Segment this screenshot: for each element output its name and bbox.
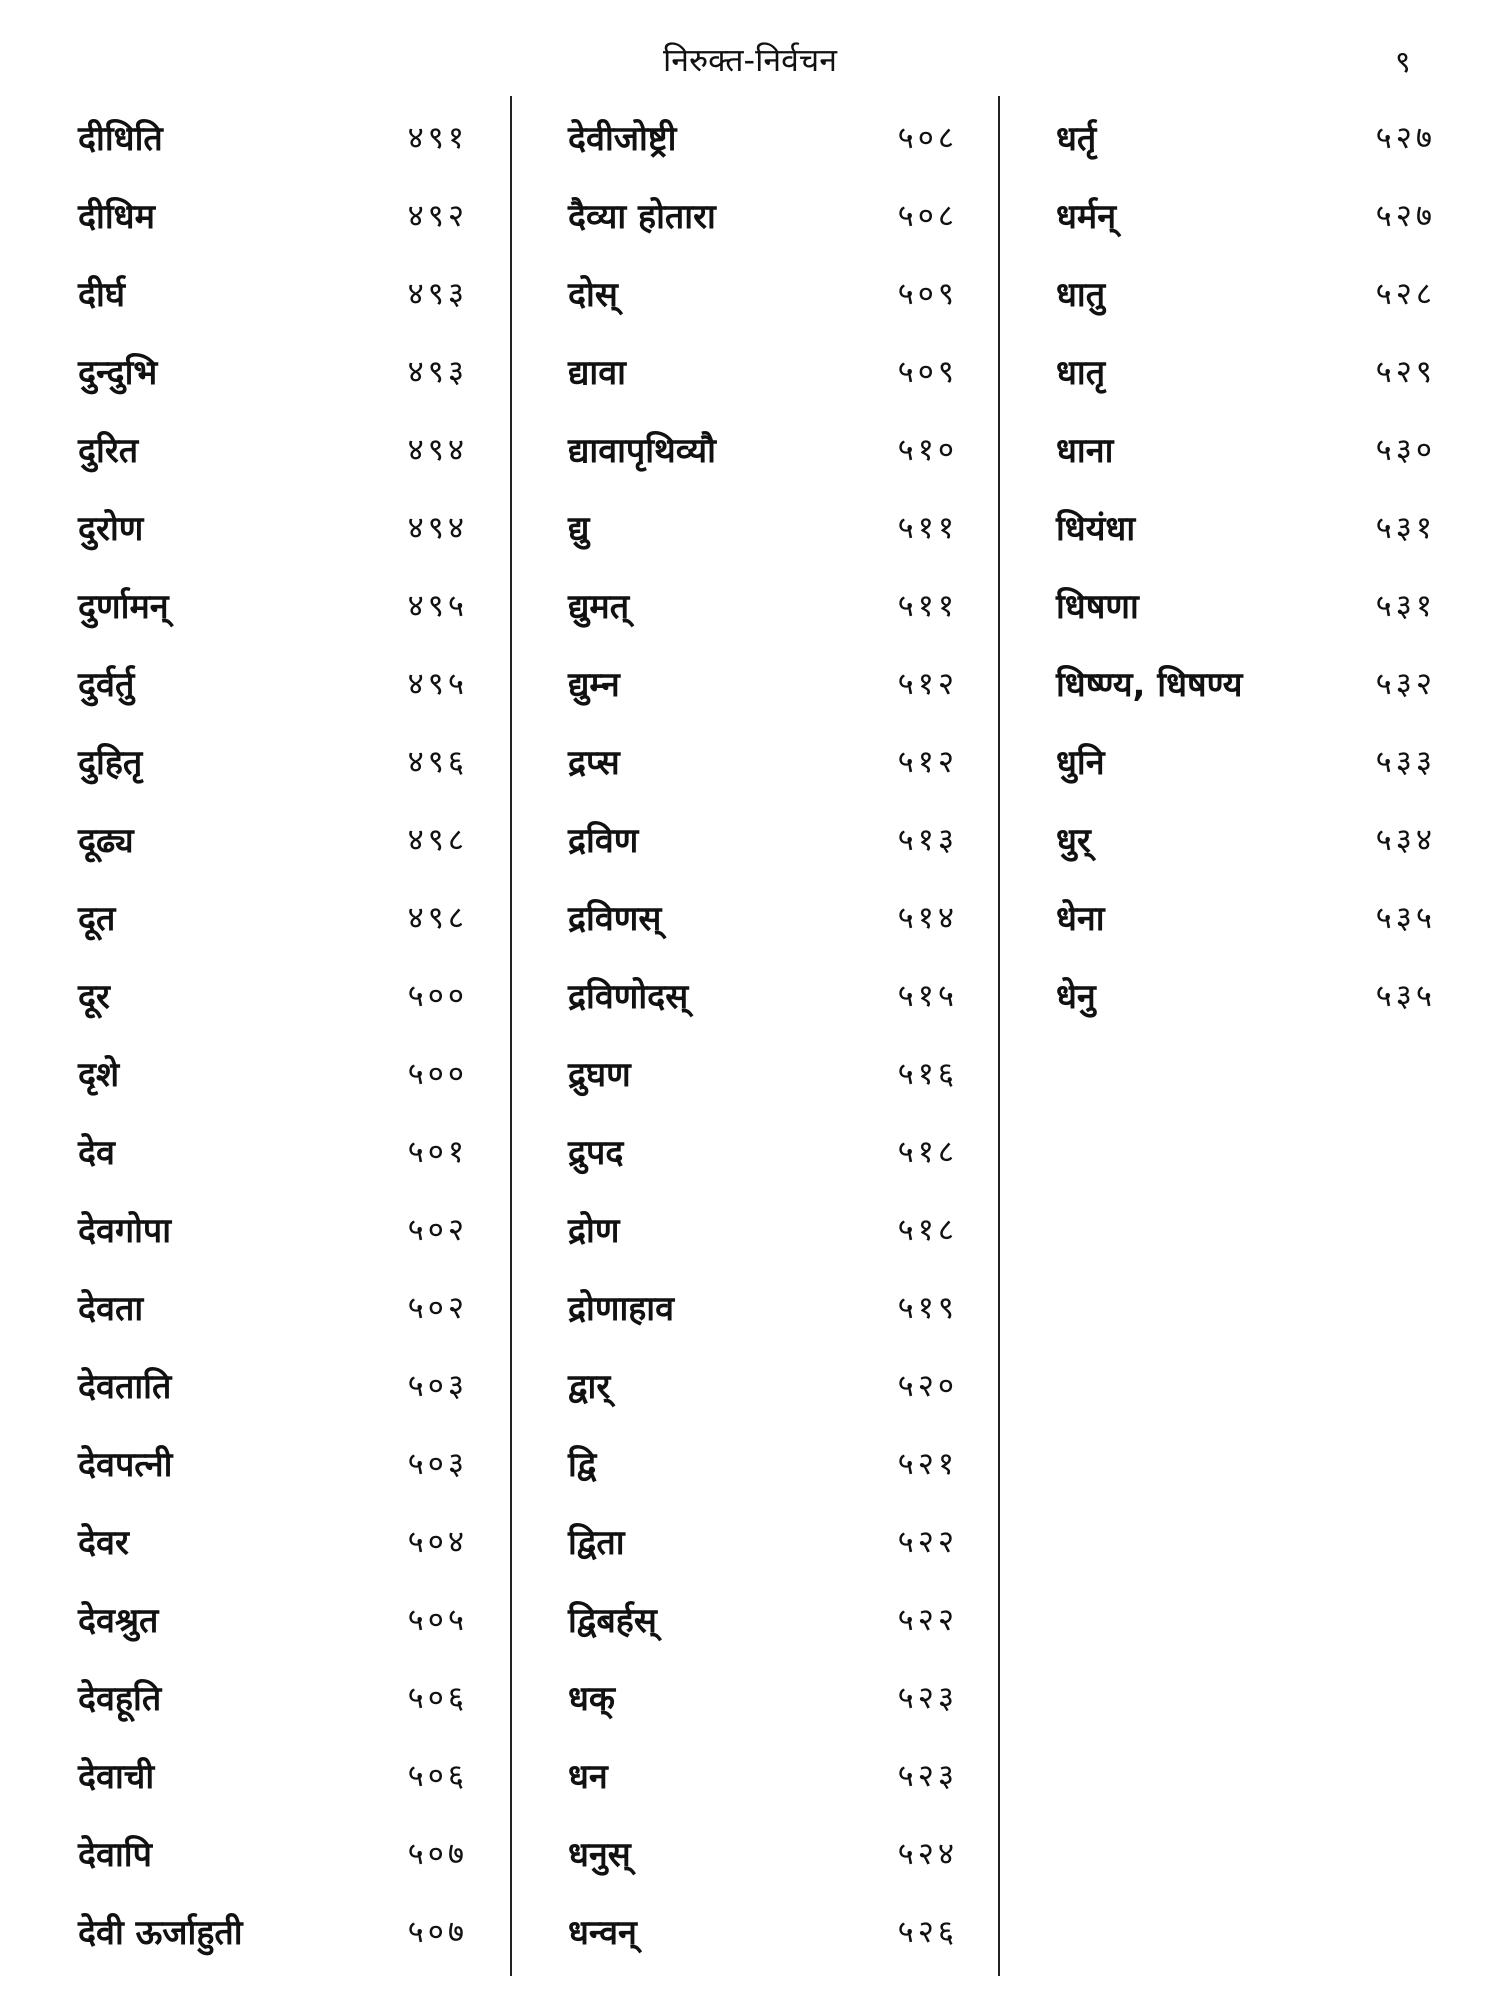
entry-page-ref: ५२८ bbox=[1375, 276, 1436, 312]
entry-page-ref: ५०९ bbox=[897, 354, 958, 390]
entry-page-ref: ५११ bbox=[897, 510, 958, 546]
index-entry bbox=[1056, 956, 1456, 1034]
index-entry bbox=[568, 1814, 968, 1892]
entry-page-ref: ५२० bbox=[897, 1368, 958, 1404]
index-entry bbox=[78, 332, 478, 410]
index-entry bbox=[568, 1112, 968, 1190]
entry-page-ref: ५२२ bbox=[897, 1524, 958, 1560]
entry-page-ref: ५०९ bbox=[897, 276, 958, 312]
index-column-1 bbox=[78, 98, 478, 1970]
entry-page-ref: ४९५ bbox=[407, 666, 468, 702]
entry-term: द्रप्स bbox=[568, 743, 620, 783]
entry-term: धेनु bbox=[1056, 977, 1096, 1017]
entry-page-ref: ५१८ bbox=[897, 1134, 958, 1170]
entry-term: दृशे bbox=[78, 1055, 120, 1095]
entry-page-ref: ५०५ bbox=[407, 1602, 468, 1638]
index-entry bbox=[78, 176, 478, 254]
entry-term: देवश्रुत bbox=[78, 1601, 159, 1641]
entry-page-ref: ४९८ bbox=[407, 900, 468, 936]
entry-page-ref: ५०१ bbox=[407, 1134, 468, 1170]
index-entry bbox=[78, 488, 478, 566]
index-entry bbox=[78, 410, 478, 488]
index-entry bbox=[78, 1034, 478, 1112]
index-entry bbox=[78, 1892, 478, 1970]
entry-term: दीधिम bbox=[78, 197, 155, 237]
entry-term: द्रविणोदस् bbox=[568, 977, 689, 1017]
entry-page-ref: ५३० bbox=[1375, 432, 1436, 468]
entry-term: दोस् bbox=[568, 275, 618, 315]
entry-page-ref: ५२६ bbox=[897, 1914, 958, 1950]
entry-page-ref: ५०६ bbox=[407, 1680, 468, 1716]
index-entry bbox=[78, 254, 478, 332]
index-entry bbox=[568, 488, 968, 566]
index-entry bbox=[78, 1424, 478, 1502]
entry-term: देवता bbox=[78, 1289, 144, 1329]
entry-term: देवगोपा bbox=[78, 1211, 172, 1251]
index-entry bbox=[568, 1502, 968, 1580]
index-entry bbox=[78, 1658, 478, 1736]
index-entry bbox=[1056, 176, 1456, 254]
entry-page-ref: ५१६ bbox=[897, 1056, 958, 1092]
entry-page-ref: ५१० bbox=[897, 432, 958, 468]
entry-page-ref: ५०३ bbox=[407, 1368, 468, 1404]
entry-page-ref: ५०८ bbox=[897, 198, 958, 234]
index-entry bbox=[78, 1346, 478, 1424]
column-divider bbox=[510, 96, 512, 1976]
index-column-2 bbox=[568, 98, 968, 1970]
entry-term: द्विता bbox=[568, 1523, 625, 1563]
entry-term: देवाची bbox=[78, 1757, 155, 1797]
entry-page-ref: ४९४ bbox=[407, 432, 468, 468]
entry-term: दुर्वर्तु bbox=[78, 665, 135, 705]
entry-term: धन्वन् bbox=[568, 1913, 637, 1953]
entry-page-ref: ५२३ bbox=[897, 1680, 958, 1716]
entry-page-ref: ४९२ bbox=[407, 198, 468, 234]
entry-page-ref: ५३५ bbox=[1375, 978, 1436, 1014]
entry-term: धनुस् bbox=[568, 1835, 631, 1875]
entry-term: धिषणा bbox=[1056, 587, 1139, 627]
entry-term: दैव्या होतारा bbox=[568, 197, 716, 237]
entry-term: दुन्दुभि bbox=[78, 353, 158, 393]
index-entry bbox=[1056, 410, 1456, 488]
entry-term: देवताति bbox=[78, 1367, 172, 1407]
entry-page-ref: ५१४ bbox=[897, 900, 958, 936]
entry-term: द्रुघण bbox=[568, 1055, 631, 1095]
index-entry bbox=[568, 1346, 968, 1424]
entry-page-ref: ५१५ bbox=[897, 978, 958, 1014]
index-column-3 bbox=[1056, 98, 1456, 1034]
entry-page-ref: ४९८ bbox=[407, 822, 468, 858]
index-entry bbox=[568, 254, 968, 332]
entry-term: द्यु bbox=[568, 509, 590, 549]
entry-page-ref: ५०३ bbox=[407, 1446, 468, 1482]
entry-term: द्वि bbox=[568, 1445, 597, 1485]
entry-term: धक् bbox=[568, 1679, 616, 1719]
entry-term: दीर्घ bbox=[78, 275, 125, 315]
index-entry bbox=[78, 800, 478, 878]
index-entry bbox=[568, 1892, 968, 1970]
index-entry bbox=[78, 98, 478, 176]
entry-page-ref: ५२२ bbox=[897, 1602, 958, 1638]
entry-term: धातृ bbox=[1056, 353, 1106, 393]
index-entry bbox=[78, 1580, 478, 1658]
index-entry bbox=[568, 1658, 968, 1736]
index-entry bbox=[568, 878, 968, 956]
entry-page-ref: ५३३ bbox=[1375, 744, 1436, 780]
entry-page-ref: ५०७ bbox=[407, 1836, 468, 1872]
index-entry bbox=[1056, 254, 1456, 332]
entry-term: द्रोण bbox=[568, 1211, 620, 1251]
index-entry bbox=[78, 1112, 478, 1190]
entry-page-ref: ५२९ bbox=[1375, 354, 1436, 390]
entry-term: द्युम्न bbox=[568, 665, 620, 705]
entry-term: दुहितृ bbox=[78, 743, 143, 783]
index-entry bbox=[568, 1736, 968, 1814]
entry-page-ref: ४९१ bbox=[407, 120, 468, 156]
entry-term: धुर् bbox=[1056, 821, 1091, 861]
entry-term: द्विबर्हस् bbox=[568, 1601, 657, 1641]
index-entry bbox=[568, 1190, 968, 1268]
entry-page-ref: ५०७ bbox=[407, 1914, 468, 1950]
entry-page-ref: ५१९ bbox=[897, 1290, 958, 1326]
index-entry bbox=[78, 1502, 478, 1580]
entry-page-ref: ५१३ bbox=[897, 822, 958, 858]
entry-term: द्यावा bbox=[568, 353, 626, 393]
entry-term: धियंधा bbox=[1056, 509, 1136, 549]
index-entry bbox=[1056, 332, 1456, 410]
entry-page-ref: ५३४ bbox=[1375, 822, 1436, 858]
entry-page-ref: ५२४ bbox=[897, 1836, 958, 1872]
entry-page-ref: ५२७ bbox=[1375, 120, 1436, 156]
index-entry bbox=[568, 800, 968, 878]
index-entry bbox=[78, 1190, 478, 1268]
entry-term: धर्तृ bbox=[1056, 119, 1097, 159]
index-entry bbox=[568, 98, 968, 176]
index-entry bbox=[568, 410, 968, 488]
running-title: निरुक्त-निर्वचन bbox=[662, 41, 838, 79]
entry-term: देवपत्नी bbox=[78, 1445, 173, 1485]
entry-page-ref: ५३२ bbox=[1375, 666, 1436, 702]
entry-page-ref: ४९६ bbox=[407, 744, 468, 780]
index-entry bbox=[568, 1580, 968, 1658]
entry-term: देवर bbox=[78, 1523, 129, 1563]
index-entry bbox=[1056, 566, 1456, 644]
index-entry bbox=[78, 566, 478, 644]
entry-page-ref: ५१८ bbox=[897, 1212, 958, 1248]
index-entry bbox=[568, 1034, 968, 1112]
entry-page-ref: ५११ bbox=[897, 588, 958, 624]
index-entry bbox=[568, 722, 968, 800]
entry-page-ref: ५२१ bbox=[897, 1446, 958, 1482]
entry-page-ref: ५१२ bbox=[897, 744, 958, 780]
entry-page-ref: ५०४ bbox=[407, 1524, 468, 1560]
entry-page-ref: ५०८ bbox=[897, 120, 958, 156]
index-entry bbox=[1056, 800, 1456, 878]
index-entry bbox=[568, 332, 968, 410]
entry-page-ref: ५०६ bbox=[407, 1758, 468, 1794]
entry-term: द्रुपद bbox=[568, 1133, 624, 1173]
entry-term: दुरित bbox=[78, 431, 139, 471]
index-entry bbox=[568, 956, 968, 1034]
page-number: ९ bbox=[1395, 45, 1411, 80]
entry-page-ref: ५०२ bbox=[407, 1212, 468, 1248]
entry-term: धन bbox=[568, 1757, 608, 1797]
entry-term: द्युमत् bbox=[568, 587, 630, 627]
index-entry bbox=[78, 644, 478, 722]
index-entry bbox=[568, 644, 968, 722]
index-entry bbox=[568, 1424, 968, 1502]
index-entry bbox=[78, 722, 478, 800]
entry-term: देवहूति bbox=[78, 1679, 162, 1719]
index-entry bbox=[568, 566, 968, 644]
column-divider bbox=[998, 96, 1000, 1976]
index-entry bbox=[568, 1268, 968, 1346]
entry-page-ref: ५३१ bbox=[1375, 510, 1436, 546]
entry-term: देवापि bbox=[78, 1835, 152, 1875]
entry-term: द्रविण bbox=[568, 821, 639, 861]
entry-term: दूर bbox=[78, 977, 110, 1017]
entry-term: द्वार् bbox=[568, 1367, 611, 1407]
entry-term: धुनि bbox=[1056, 743, 1105, 783]
entry-term: देवी ऊर्जाहुती bbox=[78, 1913, 243, 1953]
index-entry bbox=[78, 1814, 478, 1892]
index-entry bbox=[1056, 644, 1456, 722]
entry-term: धेना bbox=[1056, 899, 1105, 939]
entry-term: देवीजोष्ट्री bbox=[568, 119, 677, 159]
index-entry bbox=[78, 878, 478, 956]
entry-page-ref: ४९३ bbox=[407, 276, 468, 312]
entry-term: दुर्णामन् bbox=[78, 587, 169, 627]
entry-page-ref: ४९५ bbox=[407, 588, 468, 624]
index-entry bbox=[1056, 488, 1456, 566]
entry-term: धिष्ण्य, धिषण्य bbox=[1056, 665, 1243, 705]
index-entry bbox=[1056, 98, 1456, 176]
entry-term: धर्मन् bbox=[1056, 197, 1117, 237]
entry-page-ref: ५०० bbox=[407, 978, 468, 1014]
index-entry bbox=[1056, 722, 1456, 800]
entry-term: द्यावापृथिव्यौ bbox=[568, 431, 716, 471]
entry-term: देव bbox=[78, 1133, 115, 1173]
index-entry bbox=[78, 1268, 478, 1346]
index-entry bbox=[78, 1736, 478, 1814]
page-header bbox=[0, 30, 1500, 90]
entry-term: धाना bbox=[1056, 431, 1114, 471]
entry-page-ref: ४९३ bbox=[407, 354, 468, 390]
entry-page-ref: ५२३ bbox=[897, 1758, 958, 1794]
entry-page-ref: ५३१ bbox=[1375, 588, 1436, 624]
entry-page-ref: ५१२ bbox=[897, 666, 958, 702]
entry-term: दुरोण bbox=[78, 509, 144, 549]
entry-term: धातु bbox=[1056, 275, 1106, 315]
entry-term: दीधिति bbox=[78, 119, 163, 159]
entry-page-ref: ४९४ bbox=[407, 510, 468, 546]
entry-page-ref: ५३५ bbox=[1375, 900, 1436, 936]
entry-page-ref: ५२७ bbox=[1375, 198, 1436, 234]
index-entry bbox=[78, 956, 478, 1034]
index-entry bbox=[568, 176, 968, 254]
entry-term: दूत bbox=[78, 899, 116, 939]
index-entry bbox=[1056, 878, 1456, 956]
entry-page-ref: ५०० bbox=[407, 1056, 468, 1092]
entry-term: द्रोणाहाव bbox=[568, 1289, 675, 1329]
entry-page-ref: ५०२ bbox=[407, 1290, 468, 1326]
entry-term: दूढ्य bbox=[78, 821, 134, 861]
entry-term: द्रविणस् bbox=[568, 899, 662, 939]
